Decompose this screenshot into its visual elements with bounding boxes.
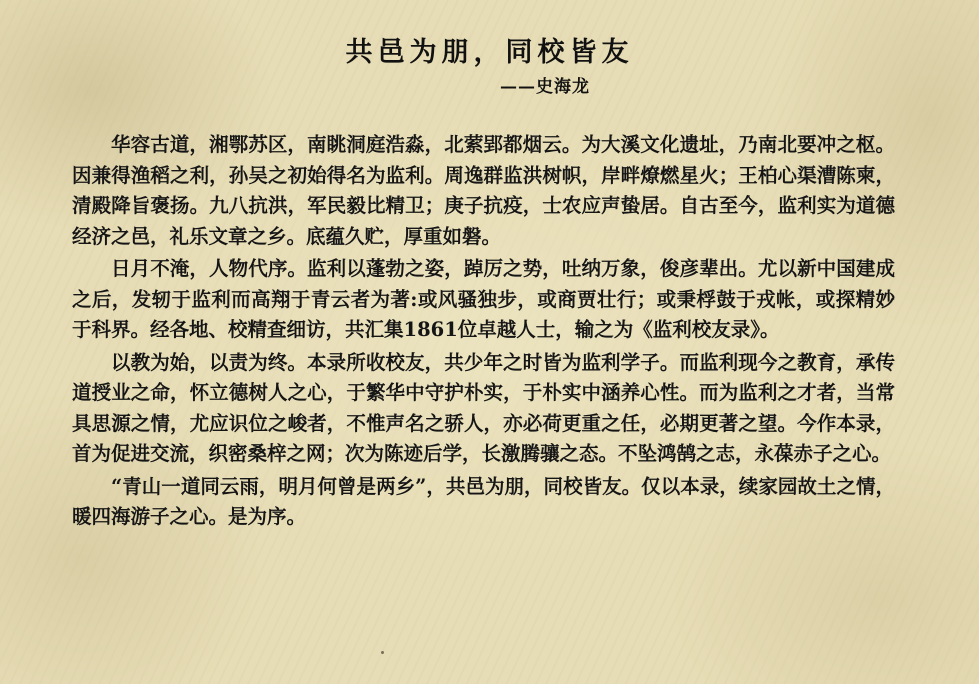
document-title: 共邑为朋，同校皆友 — [345, 37, 634, 68]
paragraph-4: “青山一道同云雨，明月何曾是两乡”，共邑为朋，同校皆友。仅以本录，续家园故土之情，暖四海游子之心。是为序。 — [72, 474, 895, 528]
author-line: ——史海龙 — [500, 77, 590, 97]
paper-speck — [381, 651, 384, 654]
paragraph-1: 华容古道，湘鄂苏区，南眺洞庭浩淼，北萦郢都烟云。为大溪文化遗址，乃南北要冲之枢。因兼得渔稻之利，孙吴之初始得名为监利。周逸群监洪树帜，岸畔燎燃星火；王柏心渠漕陈柬，清殿降旨褒扬。九八抗洪，军民毅比精卫；庚子抗疫，士农应声蛰居。自古至今，监利实为道德经济之邑，礼乐文章之乡。底蕴久贮，厚重如磐。 — [72, 133, 895, 248]
paragraph-3: 以教为始，以责为终。本录所收校友，共少年之时皆为监利学子。而监利现今之教育，承传道授业之命，怀立德树人之心，于繁华中守护朴实，于朴实中涵养心性。而为监利之才者，当常具思源之情，尤应识位之峻者，不惟声名之骄人，亦必荷更重之任，必期更著之望。今作本录，首为促进交流，织密桑梓之网；次为陈迹后学，长激腾骧之态。不坠鸿鹄之志，永葆赤子之心。 — [72, 350, 895, 465]
preface-body — [72, 130, 895, 535]
paragraph-2: 日月不淹，人物代序。监利以蓬勃之姿，踔厉之势，吐纳万象，俊彦辈出。尤以新中国建成之后，发轫于监利而高翔于青云者为著:或风骚独步，或商贾壮行；或秉桴鼓于戎帐，或探精妙于科界。经各地、校精查细访，共汇集1861位卓越人士，输之为《监利校友录》。 — [72, 257, 895, 341]
